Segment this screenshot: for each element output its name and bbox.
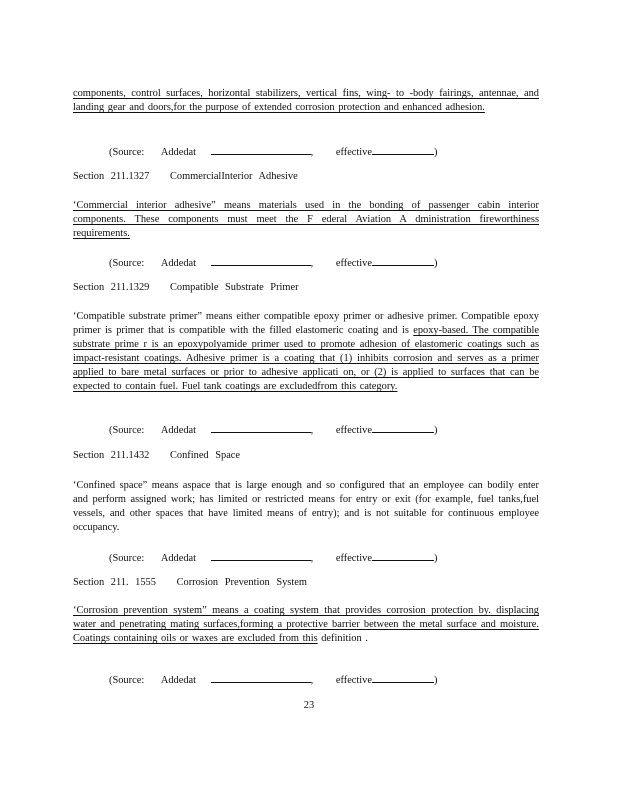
page-number: 23 — [303, 700, 315, 711]
section-number: Section 211.1432 — [73, 450, 150, 461]
effective-label: effective — [335, 553, 372, 564]
section-title: CommercialInterior Adhesive — [169, 171, 298, 182]
definition-paragraph: ‘Confined space” means aspace that is large enough and so configured that an employee can bodily enter and perform assigned work; has limited or restricted means for entry or exit (for example, fuel tanks,fuel vessels, and other spaces that have limited means of entry); and is not suitable for continuous employee occupancy. — [73, 480, 539, 533]
definition-paragraph — [73, 604, 539, 646]
effective-date-blank — [372, 671, 434, 683]
definition-paragraph — [73, 310, 539, 394]
source-line — [109, 254, 437, 271]
effective-date-blank — [372, 421, 434, 433]
added-label: Addedat — [160, 258, 197, 269]
definition-paragraph: ‘Commercial interior adhesive” means materials used in the bonding of passenger cabin interior components. These components must meet the F ederal Aviation A dministration fireworthiness requirements. — [73, 200, 539, 239]
comma: , — [310, 675, 314, 686]
comma: , — [310, 258, 314, 269]
section-heading — [73, 281, 313, 295]
close-paren: ) — [434, 553, 438, 564]
added-date-blank — [211, 421, 311, 433]
added-date-blank — [211, 143, 311, 155]
definition-text-underlined: ‘Corrosion prevention system” means a coating system that provides corrosion protection by. displacing water and penetrating mating surfaces,forming a protective barrier between the metal surface and moisture. Coatings containing oils or waxes are excluded from this — [73, 605, 539, 644]
effective-date-blank — [372, 254, 434, 266]
effective-date-blank — [372, 143, 434, 155]
section-heading — [73, 449, 254, 463]
comma: , — [310, 553, 314, 564]
source-label: (Source: — [109, 147, 145, 158]
source-label: (Source: — [109, 258, 145, 269]
added-date-blank — [211, 549, 311, 561]
section-number: Section 211.1327 — [73, 171, 150, 182]
added-date-blank — [211, 671, 311, 683]
added-label: Addedat — [160, 553, 197, 564]
source-line — [109, 143, 437, 160]
added-label: Addedat — [160, 425, 197, 436]
section-number: Section 211. 1555 — [73, 577, 156, 588]
comma: , — [310, 425, 314, 436]
section-title: Compatible Substrate Primer — [169, 282, 299, 293]
close-paren: ) — [434, 147, 438, 158]
effective-label: effective — [335, 425, 372, 436]
paragraph-continuation: components, control surfaces, horizontal stabilizers, vertical fins, wing- to -body fairings, antennae, and landing gear and doors,for the purpose of extended corrosion protection and enhanced adhesion. — [73, 88, 539, 113]
effective-label: effective — [335, 675, 372, 686]
close-paren: ) — [434, 425, 438, 436]
source-label: (Source: — [109, 553, 145, 564]
source-label: (Source: — [109, 425, 145, 436]
section-title: Corrosion Prevention System — [176, 577, 307, 588]
close-paren: ) — [434, 258, 438, 269]
section-number: Section 211.1329 — [73, 282, 150, 293]
source-line — [109, 671, 437, 688]
definition-text: ‘Compatible substrate primer” means either compatible epoxy primer or adhesive primer. Compatible epoxy primer is primer that is compatible with the filled elastomeric coating and is — [73, 311, 539, 336]
added-date-blank — [211, 254, 311, 266]
section-heading — [73, 170, 312, 184]
source-line — [109, 549, 437, 566]
comma: , — [310, 147, 314, 158]
effective-label: effective — [335, 147, 372, 158]
definition-text-underlined: epoxy-based. The compatible substrate prime r is an epoxypolyamide primer used to promote adhesion of elastomeric coatings such as impact-resistant coatings. Adhesive primer is a coating that (1) inhibits corrosion and serves as a primer applied to bare metal surfaces or prior to adhesive applicati on, or (2) is applied to surfaces that can be expected to contain fuel. Fuel tank coatings are excludedfrom this category. — [73, 325, 540, 392]
section-title: Confined Space — [169, 450, 241, 461]
source-line — [109, 421, 437, 438]
section-heading — [73, 576, 321, 590]
source-label: (Source: — [109, 675, 145, 686]
effective-label: effective — [335, 258, 372, 269]
added-label: Addedat — [160, 675, 197, 686]
definition-tail: definition . — [321, 633, 368, 644]
added-label: Addedat — [160, 147, 197, 158]
close-paren: ) — [434, 675, 438, 686]
effective-date-blank — [372, 549, 434, 561]
